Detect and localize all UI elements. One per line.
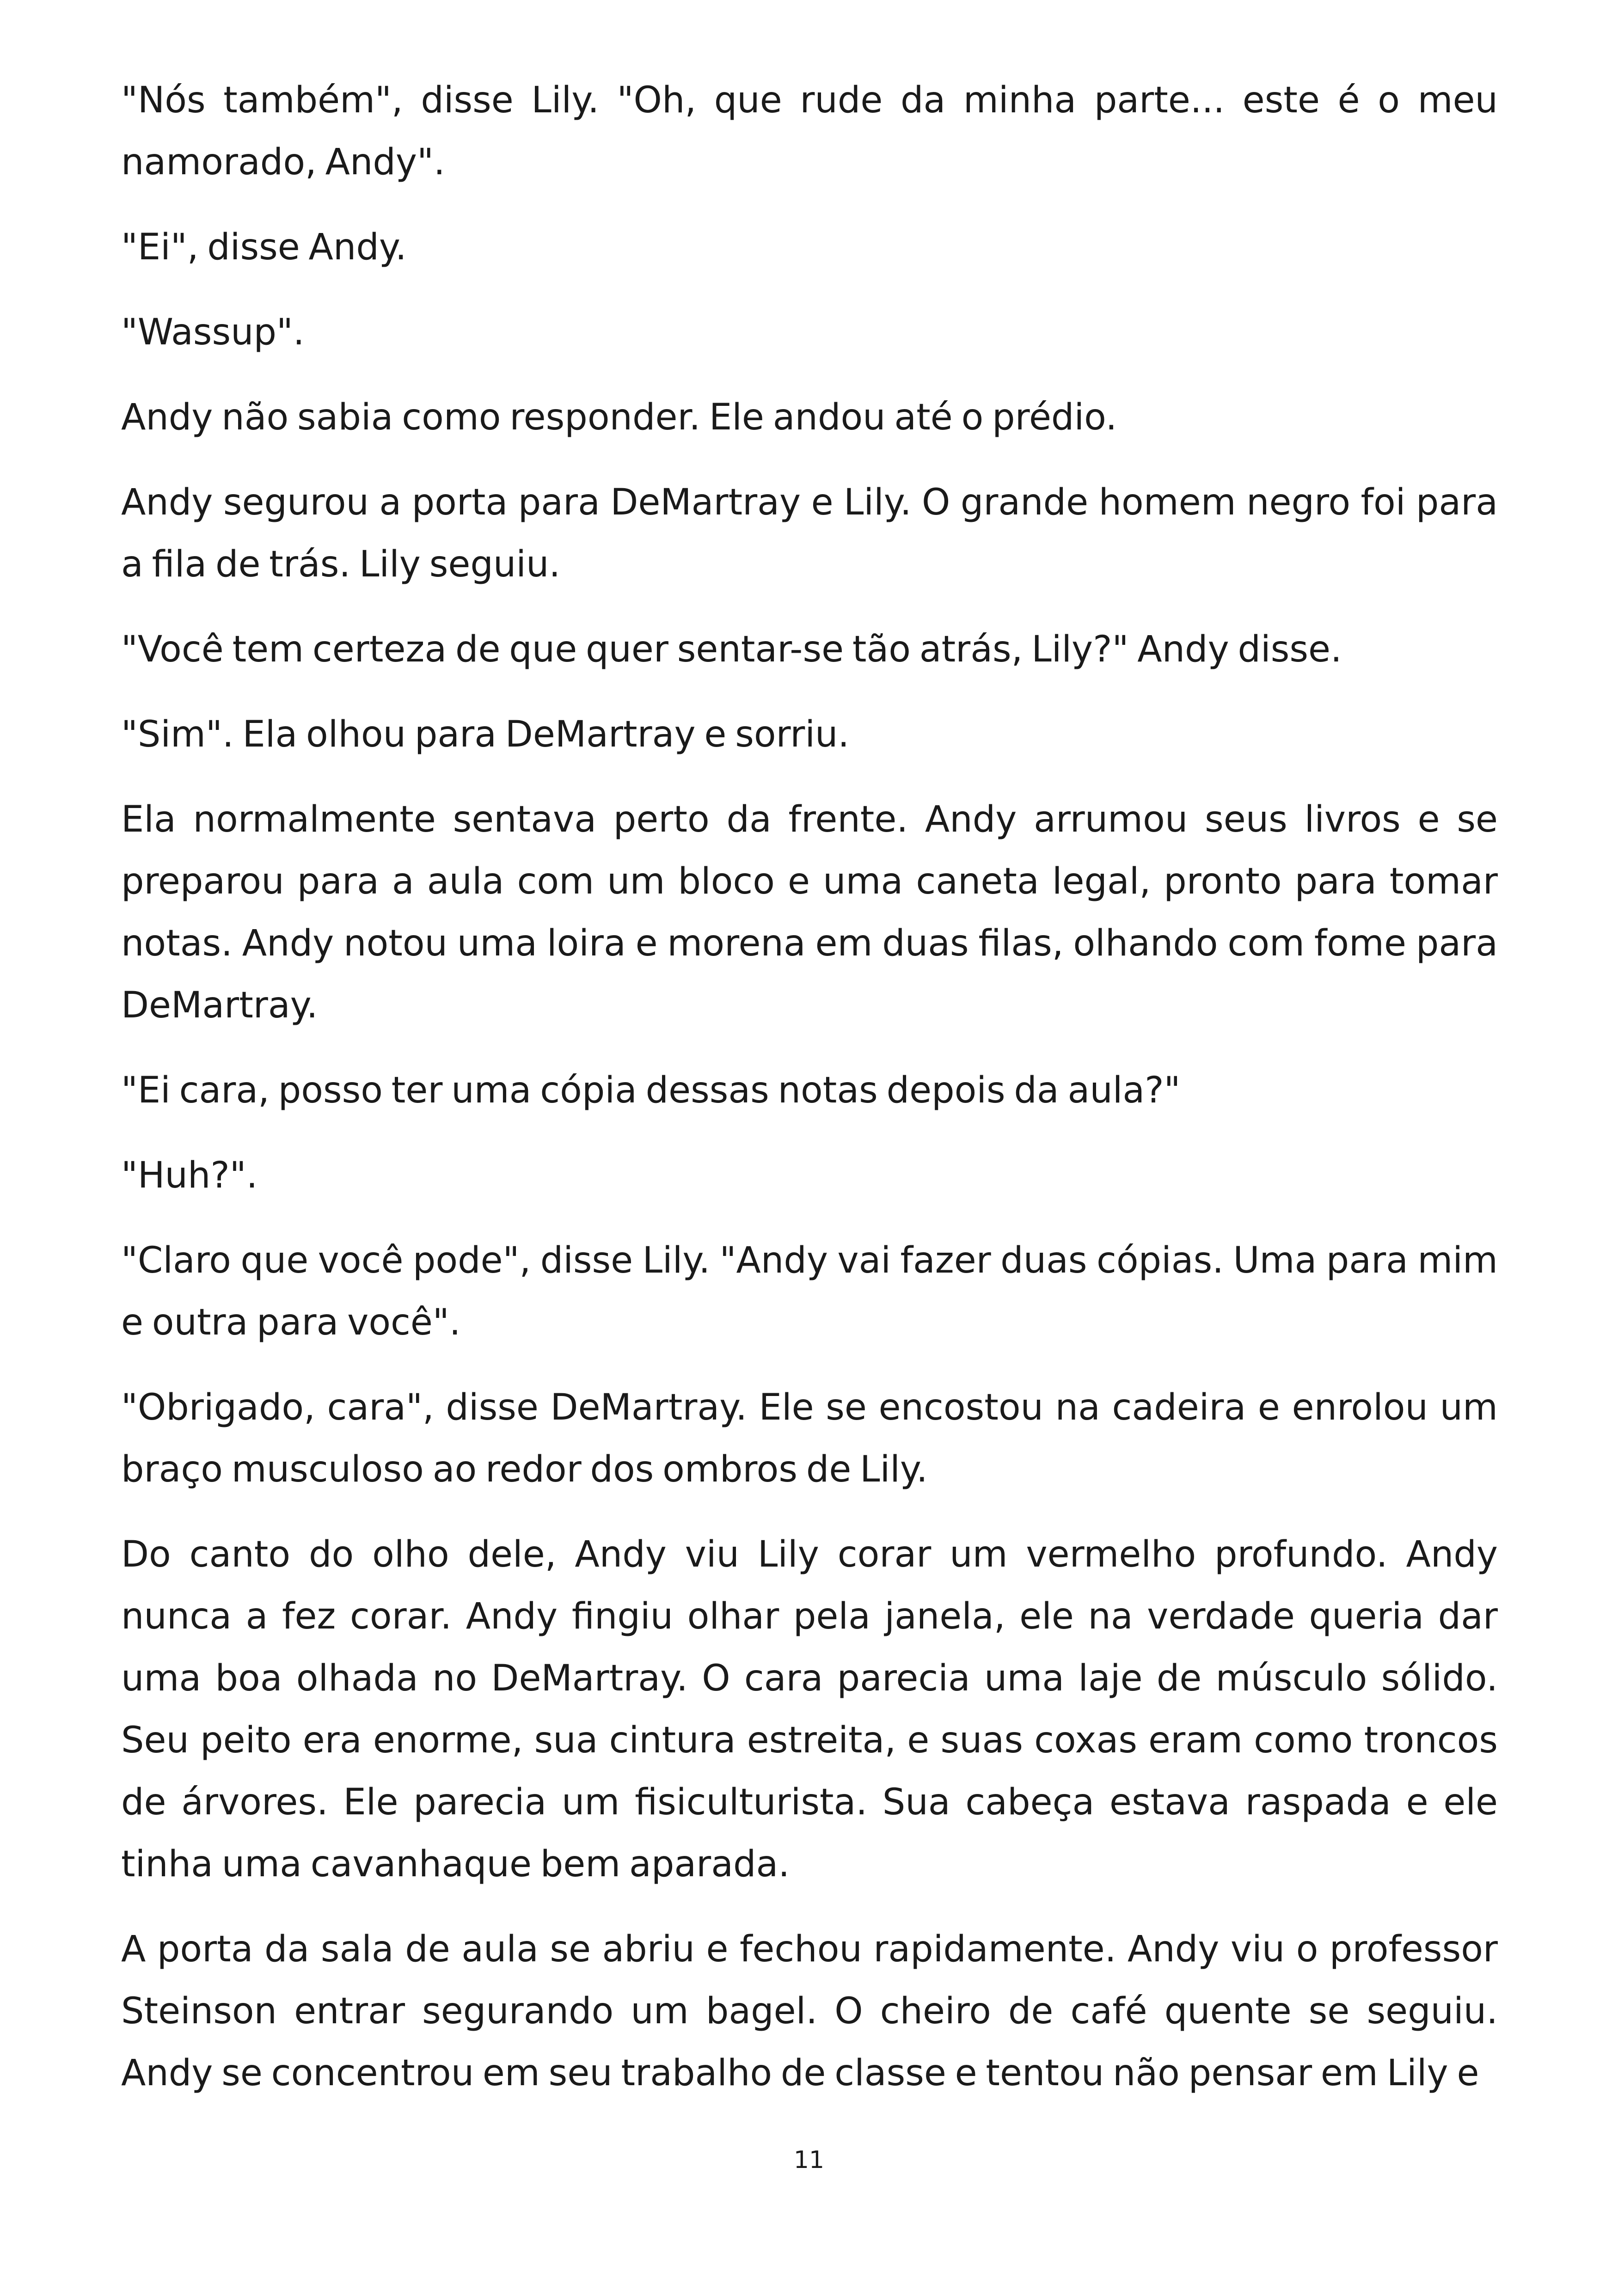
paragraph-12: "Obrigado, cara", disse DeMartray. Ele se encostou na cadeira e enrolou um braço musculoso ao redor dos ombros de Lily. — [121, 1387, 1498, 1490]
page-number: 11 — [793, 2146, 825, 2174]
paragraph-10: "Huh?". — [121, 1155, 258, 1196]
paragraph-11: "Claro que você pode", disse Lily. "Andy vai fazer duas cópias. Uma para mim e outra para você". — [121, 1240, 1498, 1343]
paragraph-3: "Wassup". — [121, 312, 305, 353]
paragraph-9: "Ei cara, posso ter uma cópia dessas notas depois da aula?" — [121, 1070, 1181, 1111]
paragraph-1: "Nós também", disse Lily. "Oh, que rude da minha parte... este é o meu namorado, Andy". — [121, 80, 1498, 183]
paragraph-2: "Ei", disse Andy. — [121, 227, 407, 268]
paragraph-4: Andy não sabia como responder. Ele andou até o prédio. — [121, 397, 1117, 438]
paragraph-8: Ela normalmente sentava perto da frente. Andy arrumou seus livros e se preparou para a aula com um bloco e uma caneta legal, pronto para tomar notas. Andy notou uma loira e morena em duas filas, olhando com fome para DeMartray. — [121, 799, 1498, 1026]
paragraph-7: "Sim". Ela olhou para DeMartray e sorriu. — [121, 714, 850, 755]
body-text — [121, 69, 1498, 2127]
paragraph-6: "Você tem certeza de que quer sentar-se tão atrás, Lily?" Andy disse. — [121, 629, 1342, 670]
paragraph-14: A porta da sala de aula se abriu e fechou rapidamente. Andy viu o professor Steinson entrar segurando um bagel. O cheiro de café quente se seguiu. Andy se concentrou em seu trabalho de classe e tentou não pensar em Lily e — [121, 1929, 1498, 2094]
paragraph-13: Do canto do olho dele, Andy viu Lily corar um vermelho profundo. Andy nunca a fez corar. Andy fingiu olhar pela janela, ele na verdade queria dar uma boa olhada no DeMartray. O cara parecia uma laje de músculo sólido. Seu peito era enorme, sua cintura estreita, e suas coxas eram como troncos de árvores. Ele parecia um fisiculturista. Sua cabeça estava raspada e ele tinha uma cavanhaque bem aparada. — [121, 1534, 1498, 1885]
paragraph-5: Andy segurou a porta para DeMartray e Lily. O grande homem negro foi para a fila de trás. Lily seguiu. — [121, 482, 1498, 585]
